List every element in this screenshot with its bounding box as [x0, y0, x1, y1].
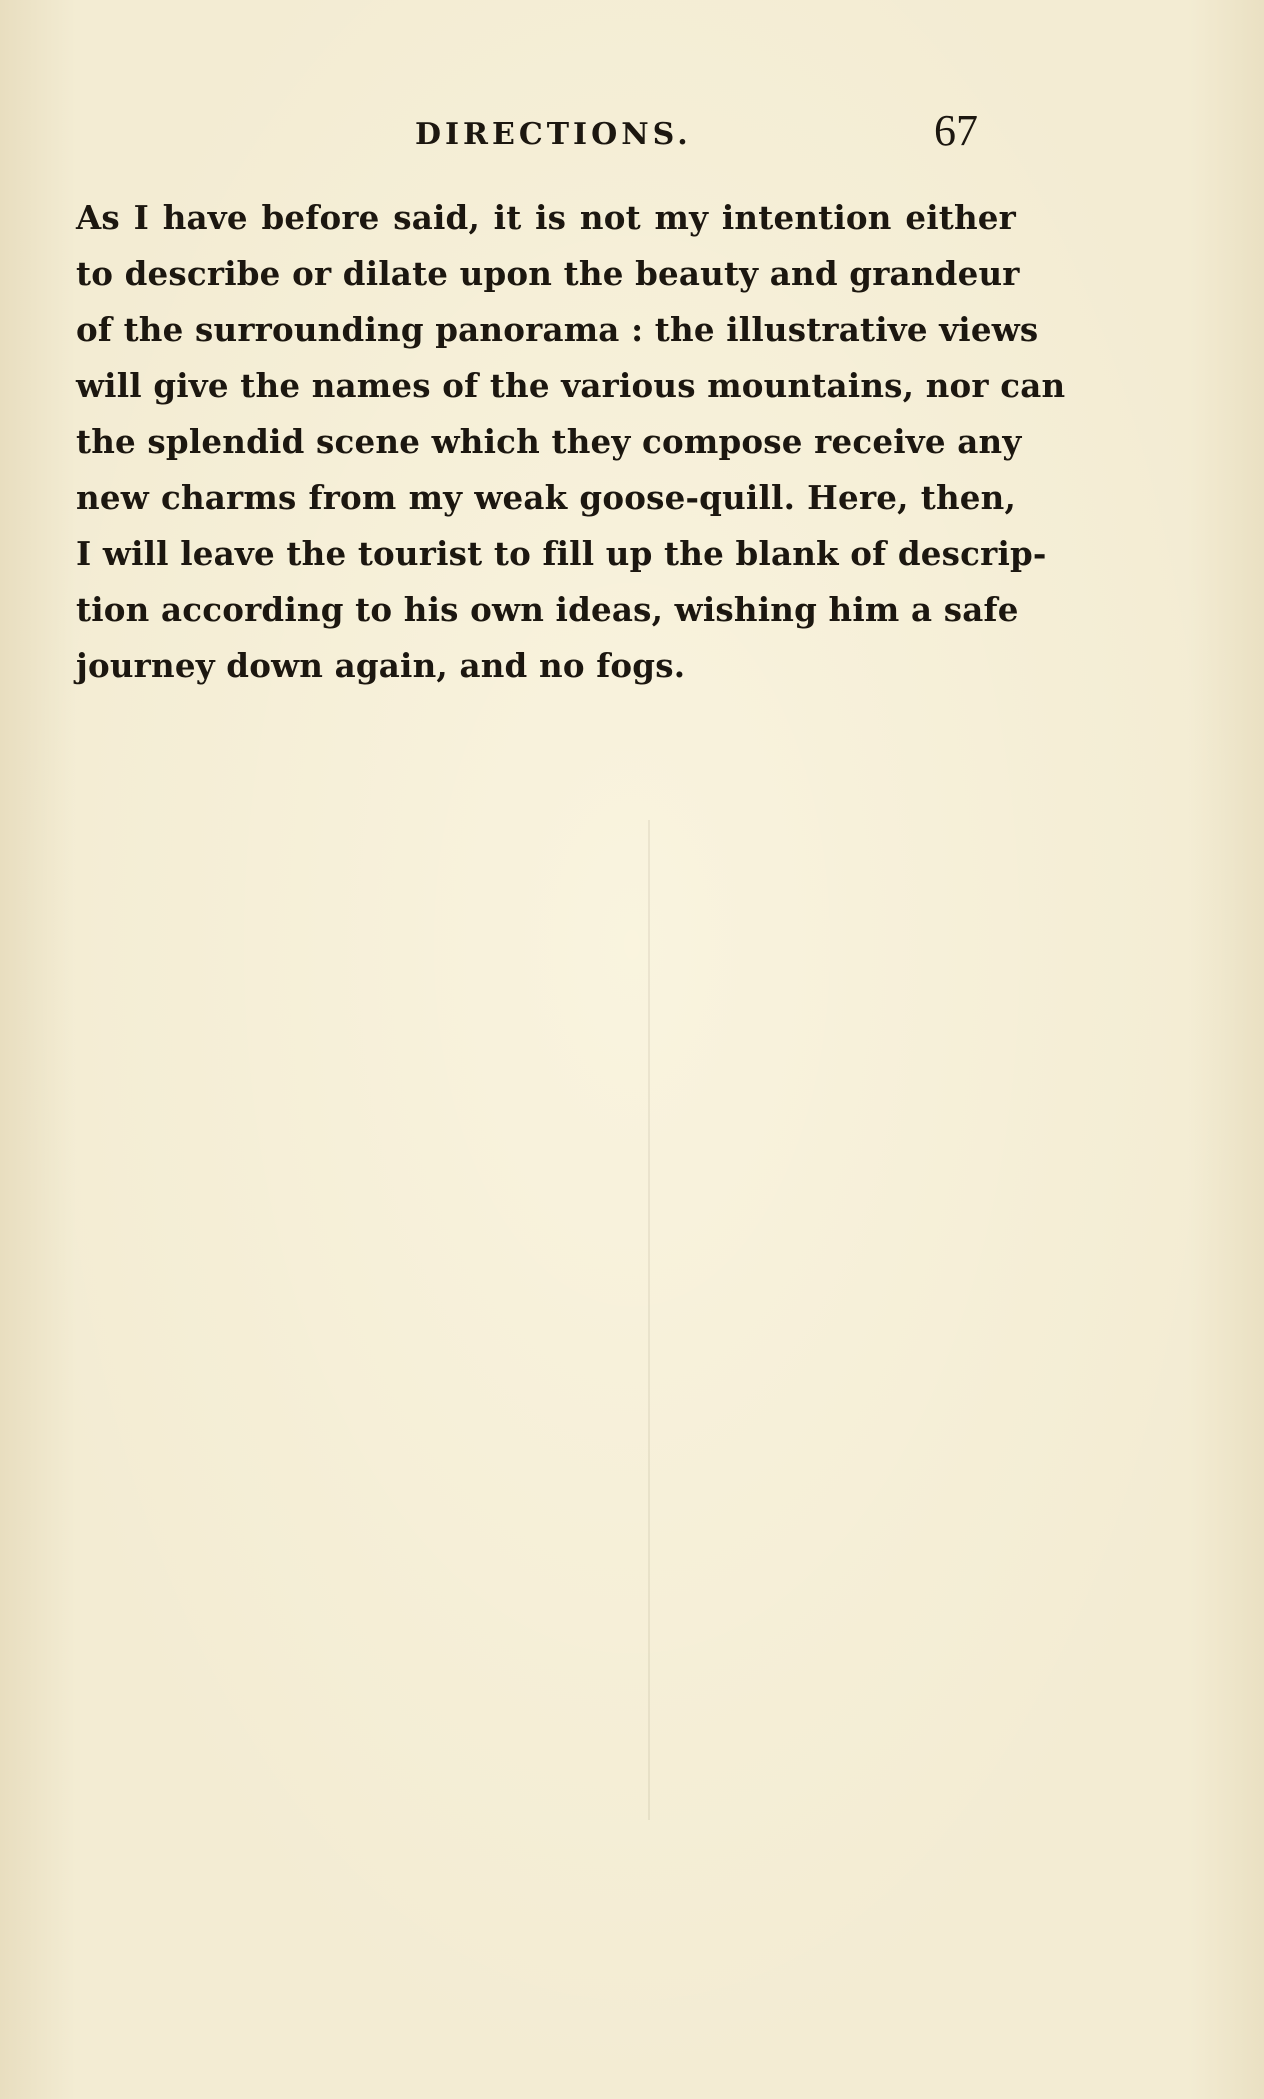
- text-line: will give the names of the various mountains, nor can: [76, 366, 1066, 405]
- page-header: [0, 105, 1264, 175]
- body-paragraph: [76, 190, 1066, 694]
- text-line: tion according to his own ideas, wishing him a safe: [76, 590, 1019, 629]
- page-number: 67: [934, 106, 978, 155]
- text-line: to describe or dilate upon the beauty and grandeur: [76, 254, 1020, 293]
- text-line: As I have before said, it is not my intention either: [76, 198, 1016, 237]
- text-line: the splendid scene which they compose receive any: [76, 422, 1022, 461]
- text-line: new charms from my weak goose-quill. Here, then,: [76, 478, 1016, 517]
- text-line: of the surrounding panorama : the illustrative views: [76, 310, 1039, 349]
- text-line: I will leave the tourist to fill up the blank of descrip-: [76, 534, 1047, 573]
- running-head: DIRECTIONS.: [415, 117, 692, 152]
- show-through-texture: [80, 780, 1180, 1880]
- text-line: journey down again, and no fogs.: [76, 646, 686, 685]
